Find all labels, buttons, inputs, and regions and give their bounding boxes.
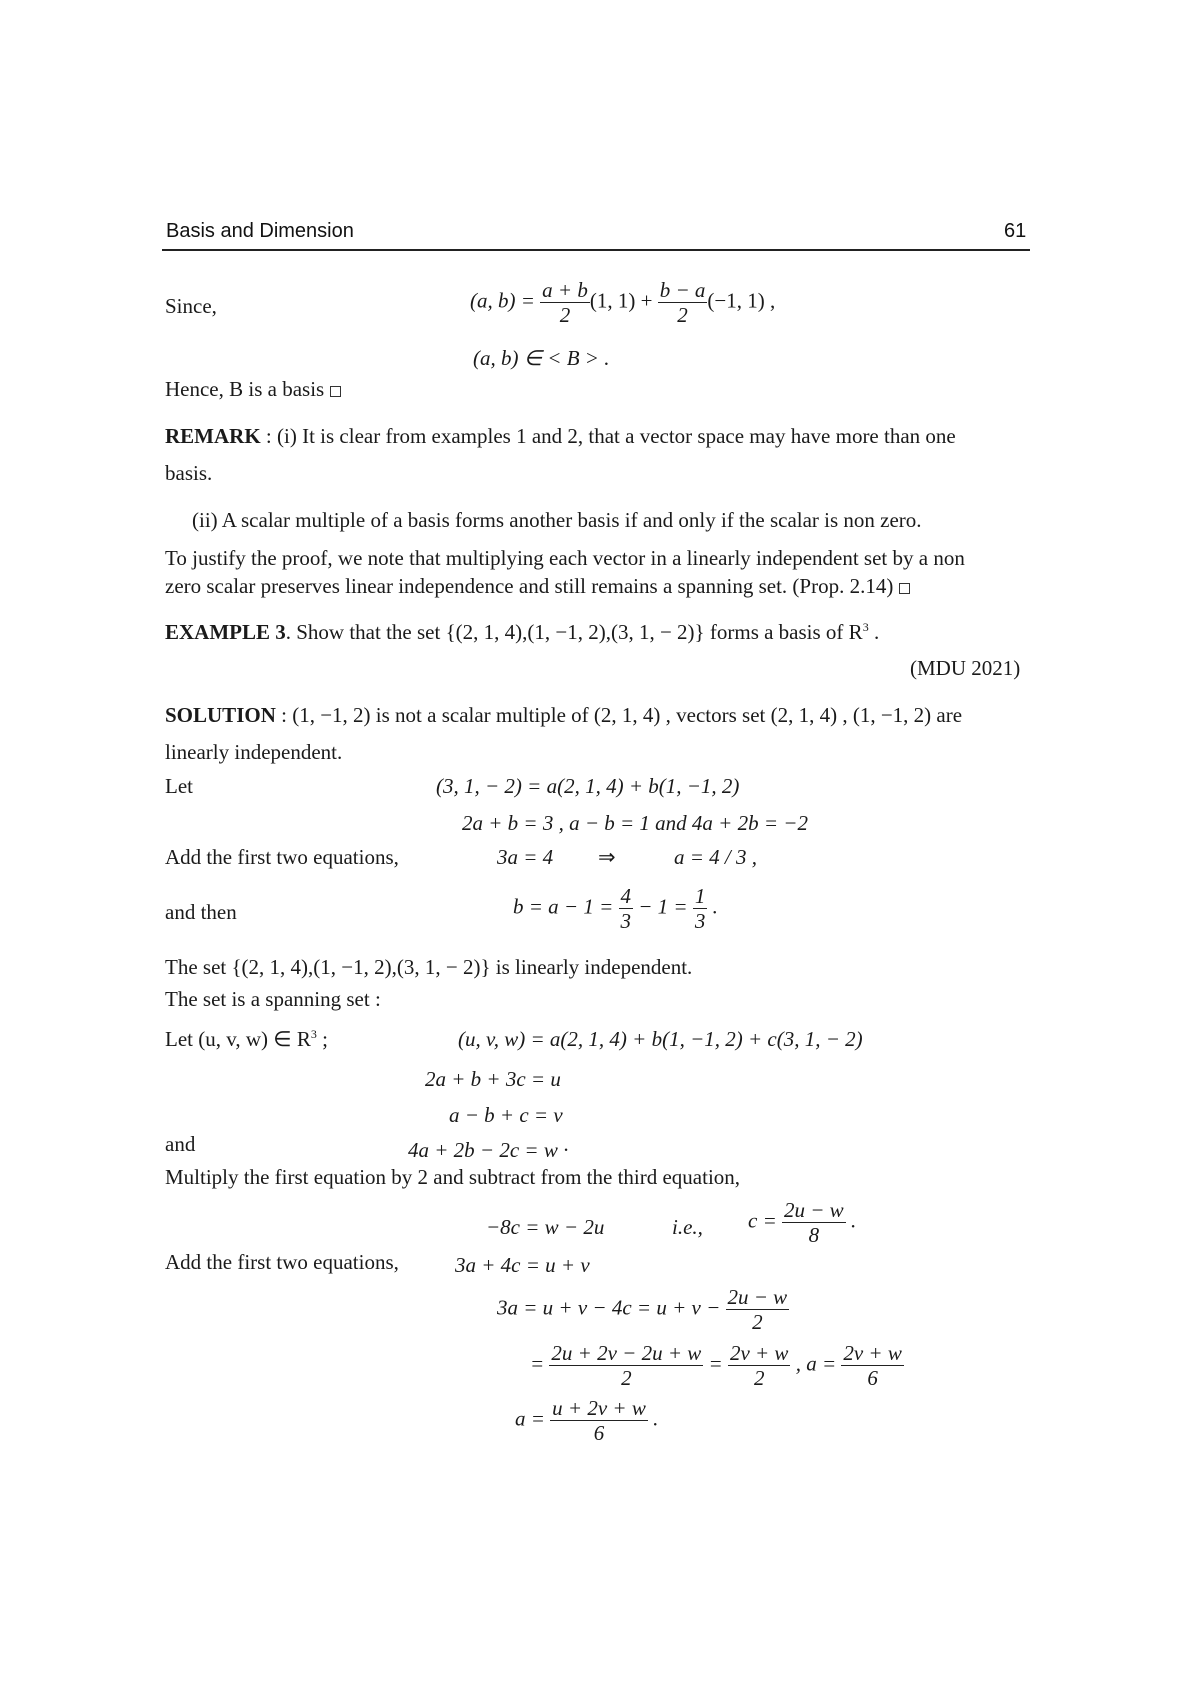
multiply-instruction: Multiply the first equation by 2 and subtract from the third equation,	[165, 1165, 741, 1189]
let2-statement	[165, 1027, 328, 1052]
a-equation-line-2	[530, 1341, 904, 1390]
hence-text: Hence, B is a basis	[165, 377, 325, 401]
eq-lhs: c =	[748, 1208, 782, 1233]
fraction	[550, 1396, 648, 1445]
add-equation-1: 3a = 4	[497, 845, 554, 869]
numerator: u + 2v + w	[552, 1396, 646, 1420]
denominator: 2	[752, 1310, 763, 1334]
denominator: 6	[867, 1366, 878, 1390]
hence-statement	[165, 377, 341, 402]
implies-icon: ⇒	[598, 845, 616, 869]
example-statement	[165, 620, 879, 645]
remark-line-1	[165, 424, 956, 449]
justify-line-1: To justify the proof, we note that multiplying each vector in a linearly independent set by a non	[165, 546, 965, 570]
denominator: 3	[620, 909, 632, 933]
add2-equation: 3a + 4c = u + v	[455, 1253, 590, 1277]
example-label: EXAMPLE 3	[165, 620, 286, 644]
denominator: 2	[753, 1366, 765, 1390]
fraction	[658, 278, 708, 327]
justify-line-2	[165, 574, 910, 599]
and-label: and	[165, 1132, 196, 1156]
numerator: 1	[694, 884, 706, 908]
period: .	[868, 620, 880, 644]
c-equation-2	[748, 1198, 856, 1247]
denominator: 2	[677, 303, 688, 327]
remark-part-ii: (ii) A scalar multiple of a basis forms another basis if and only if the scalar is non zero.	[192, 508, 922, 532]
vector: (−1, 1) ,	[707, 288, 776, 313]
fraction	[782, 1198, 846, 1247]
system-equations: 2a + b = 3 , a − b = 1 and 4a + 2b = −2	[462, 811, 808, 835]
eq-mid: − 1 =	[633, 894, 693, 919]
fraction	[726, 1285, 790, 1334]
let-label: Let	[165, 774, 193, 798]
numerator: a + b	[542, 278, 588, 302]
equals: =	[703, 1351, 728, 1376]
eq-lhs: a =	[515, 1406, 551, 1431]
remark-line-2: basis.	[165, 461, 213, 485]
membership-equation: (a, b) ∈ < B > .	[473, 346, 610, 370]
since-label: Since,	[165, 294, 217, 318]
superscript: 3	[310, 1027, 317, 1041]
fraction	[728, 1341, 791, 1390]
example-source: (MDU 2021)	[910, 656, 1021, 680]
period: .	[647, 1406, 659, 1431]
eq-lhs: (a, b) =	[470, 288, 541, 313]
equals: =	[530, 1351, 550, 1376]
fraction	[549, 1341, 703, 1390]
let2-text: Let (u, v, w) ∈ R	[165, 1027, 311, 1051]
then-label: and then	[165, 900, 237, 924]
header-rule	[162, 249, 1030, 251]
running-header-title: Basis and Dimension	[166, 220, 354, 242]
period: .	[845, 1208, 857, 1233]
system-equation-3: 4a + 2b − 2c = w ·	[408, 1138, 569, 1162]
eq-lhs: 3a = u + v − 4c = u + v −	[497, 1295, 726, 1320]
fraction	[619, 884, 634, 933]
denominator: 2	[621, 1366, 632, 1390]
numerator: b − a	[659, 278, 706, 302]
period: .	[707, 894, 718, 919]
let-equation: (3, 1, − 2) = a(2, 1, 4) + b(1, −1, 2)	[436, 774, 740, 798]
qed-square-icon	[330, 386, 341, 397]
remark-label: REMARK	[165, 424, 261, 448]
ie-label: i.e.,	[672, 1215, 703, 1239]
example-text: . Show that the set {(2, 1, 4),(1, −1, 2),(3, 1, − 2)} forms a basis of R	[285, 620, 863, 644]
numerator: 4	[620, 884, 632, 908]
solution-line-2: linearly independent.	[165, 740, 343, 764]
numerator: 2u − w	[784, 1198, 844, 1222]
eq-separator: , a =	[790, 1351, 842, 1376]
denominator: 3	[694, 909, 706, 933]
remark-text: : (i) It is clear from examples 1 and 2, that a vector space may have more than one	[260, 424, 956, 448]
add-equation-2: a = 4 / 3 ,	[674, 845, 758, 869]
fraction	[841, 1341, 904, 1390]
solution-text: : (1, −1, 2) is not a scalar multiple of (2, 1, 4) , vectors set (2, 1, 4) , (1, −1, 2) are	[275, 703, 963, 727]
a-final-equation	[515, 1396, 658, 1445]
linear-independence-statement: The set {(2, 1, 4),(1, −1, 2),(3, 1, − 2)} is linearly independent.	[165, 955, 693, 979]
denominator: 6	[593, 1421, 605, 1445]
since-equation	[470, 278, 775, 327]
a-equation-line-1	[497, 1285, 789, 1334]
denominator: 8	[808, 1223, 820, 1247]
qed-square-icon	[899, 583, 910, 594]
numerator: 2u + 2v − 2u + w	[551, 1341, 702, 1365]
justify-text: zero scalar preserves linear independence and still remains a spanning set. (Prop. 2.14)	[165, 574, 894, 598]
page-number: 61	[1004, 220, 1027, 242]
add-label: Add the first two equations,	[165, 845, 399, 869]
numerator: 2u − w	[727, 1285, 788, 1309]
numerator: 2v + w	[843, 1341, 902, 1365]
solution-line-1	[165, 703, 962, 728]
spanning-statement: The set is a spanning set :	[165, 987, 381, 1011]
b-equation	[513, 884, 718, 933]
let2-equation: (u, v, w) = a(2, 1, 4) + b(1, −1, 2) + c(3, 1, − 2)	[458, 1027, 863, 1051]
add2-label: Add the first two equations,	[165, 1250, 399, 1274]
solution-label: SOLUTION	[165, 703, 276, 727]
fraction	[540, 278, 590, 327]
system-equation-1: 2a + b + 3c = u	[425, 1067, 561, 1091]
fraction	[693, 884, 708, 933]
vector: (1, 1) +	[589, 288, 658, 313]
semicolon: ;	[316, 1027, 328, 1051]
superscript: 3	[862, 620, 869, 634]
system-equation-2: a − b + c = v	[449, 1103, 563, 1127]
denominator: 2	[559, 303, 571, 327]
eq-lhs: b = a − 1 =	[513, 894, 619, 919]
numerator: 2v + w	[729, 1341, 789, 1365]
c-equation-1: −8c = w − 2u	[486, 1215, 605, 1239]
